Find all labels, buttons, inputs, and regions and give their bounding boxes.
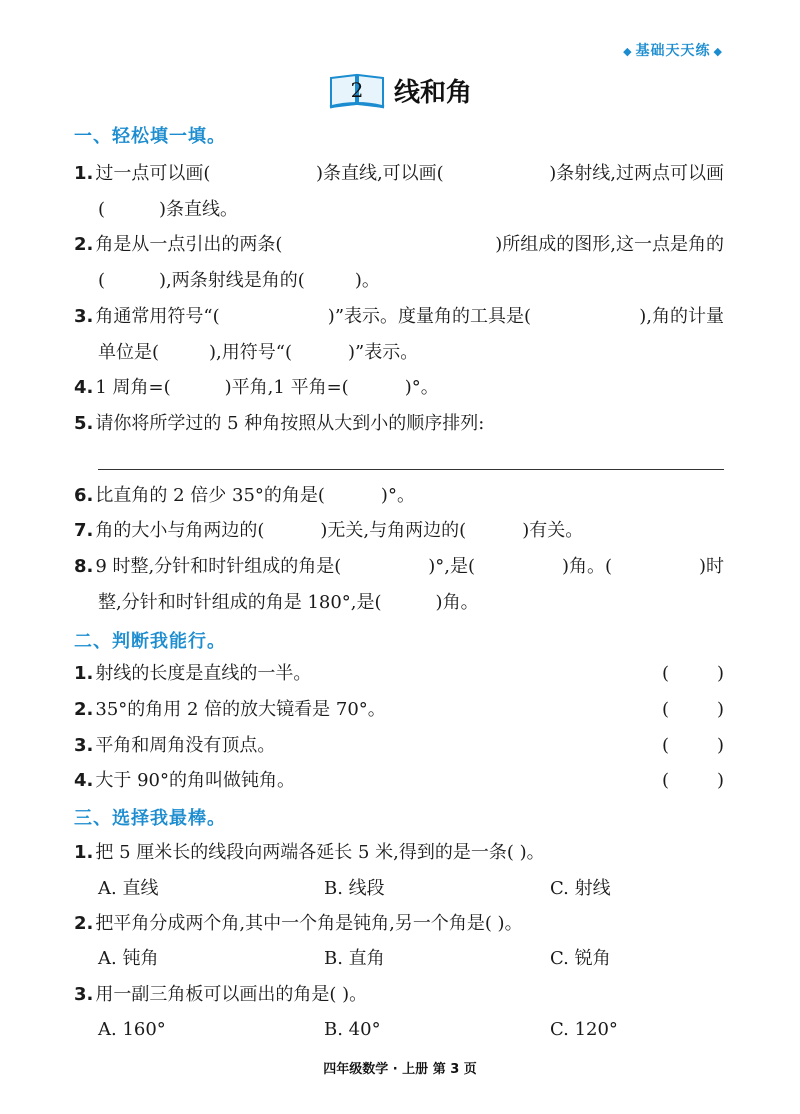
fill-question-1-line2: ( )条直线。 bbox=[98, 199, 239, 220]
open-book-icon bbox=[328, 70, 386, 110]
choice-question-3: 3. 用一副三角板可以画出的角是( )。 bbox=[74, 984, 368, 1005]
choice-question-1: 1. 把 5 厘米长的线段向两端各延长 5 米,得到的是一条( )。 bbox=[74, 842, 545, 863]
choice-3-option-c[interactable]: C. 120° bbox=[550, 1019, 618, 1040]
fill-question-5: 5. 请你将所学过的 5 种角按照从大到小的顺序排列: bbox=[74, 413, 485, 434]
judge-answer-box-3[interactable]: ( ) bbox=[662, 735, 724, 756]
judge-answer-box-1[interactable]: ( ) bbox=[662, 663, 724, 684]
choice-question-2: 2. 把平角分成两个角,其中一个角是钝角,另一个角是( )。 bbox=[74, 913, 523, 934]
section-heading-choose: 三、选择我最棒。 bbox=[74, 808, 226, 829]
lesson-title-row bbox=[0, 70, 800, 110]
choice-3-option-a[interactable]: A. 160° bbox=[98, 1019, 166, 1040]
diamond-icon-left: ◆ bbox=[623, 45, 633, 58]
fill-question-6: 6. 比直角的 2 倍少 35°的角是( )°。 bbox=[74, 485, 415, 506]
fill-question-7: 7. 角的大小与角两边的( )无关,与角两边的( )有关。 bbox=[74, 520, 584, 541]
page-title: 线和角 bbox=[393, 77, 472, 108]
fill-question-3-line2: 单位是( ),用符号“( )”表示。 bbox=[98, 342, 419, 363]
page-footer: 四年级数学 · 上册 第 3 页 bbox=[323, 1062, 477, 1077]
series-badge bbox=[620, 40, 726, 60]
answer-line[interactable] bbox=[98, 469, 724, 470]
judge-question-1: 1. 射线的长度是直线的一半。 bbox=[74, 663, 312, 684]
fill-question-2-line1: 2. 角是从一点引出的两条( )所组成的图形,这一点是角的 bbox=[74, 234, 724, 255]
lesson-number: 2 bbox=[350, 78, 364, 102]
diamond-icon-right: ◆ bbox=[713, 45, 723, 58]
fill-question-2-line2: ( ),两条射线是角的( )。 bbox=[98, 270, 380, 291]
choice-1-option-c[interactable]: C. 射线 bbox=[550, 878, 611, 899]
section-heading-judge: 二、判断我能行。 bbox=[74, 631, 226, 652]
choice-2-option-b[interactable]: B. 直角 bbox=[324, 948, 385, 969]
fill-question-1-line1: 1. 过一点可以画( )条直线,可以画( )条射线,过两点可以画 bbox=[74, 163, 724, 184]
fill-question-8-line1: 8. 9 时整,分针和时针组成的角是( )°,是( )角。( )时 bbox=[74, 556, 724, 577]
judge-answer-box-4[interactable]: ( ) bbox=[662, 770, 724, 791]
fill-question-3-line1: 3. 角通常用符号“( )”表示。度量角的工具是( ),角的计量 bbox=[74, 306, 724, 327]
fill-question-4: 4. 1 周角=( )平角,1 平角=( )°。 bbox=[74, 377, 439, 398]
judge-question-4: 4. 大于 90°的角叫做钝角。 bbox=[74, 770, 296, 791]
choice-1-option-a[interactable]: A. 直线 bbox=[98, 878, 159, 899]
choice-2-option-a[interactable]: A. 钝角 bbox=[98, 948, 159, 969]
choice-2-option-c[interactable]: C. 锐角 bbox=[550, 948, 611, 969]
series-badge-label: 基础天天练 bbox=[635, 43, 711, 59]
judge-question-2: 2. 35°的角用 2 倍的放大镜看是 70°。 bbox=[74, 699, 386, 720]
judge-question-3: 3. 平角和周角没有顶点。 bbox=[74, 735, 276, 756]
section-heading-fill: 一、轻松填一填。 bbox=[74, 126, 226, 147]
fill-question-8-line2: 整,分针和时针组成的角是 180°,是( )角。 bbox=[98, 592, 479, 613]
choice-1-option-b[interactable]: B. 线段 bbox=[324, 878, 385, 899]
judge-answer-box-2[interactable]: ( ) bbox=[662, 699, 724, 720]
choice-3-option-b[interactable]: B. 40° bbox=[324, 1019, 381, 1040]
